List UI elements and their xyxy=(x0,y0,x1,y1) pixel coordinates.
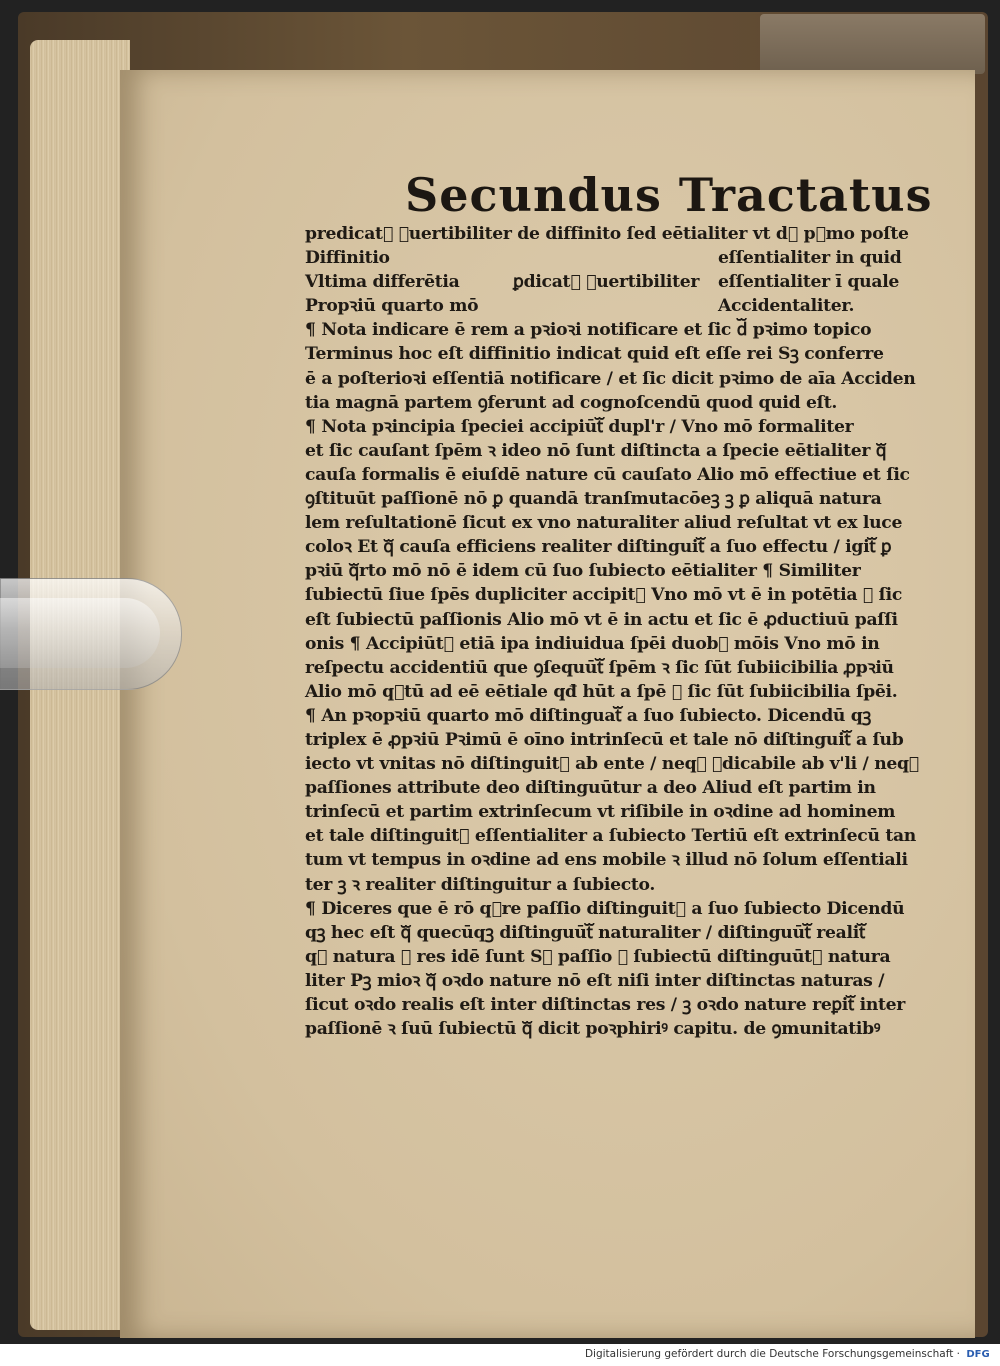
footer-bar xyxy=(0,1344,1000,1366)
text-line: lem reſultationē ſicut ex vno naturaliter aliud reſultat vt ex luce xyxy=(305,513,903,534)
text-line: iecto vt vnitas nō diſtinguitᷓ ab ente / neqꝫ ꝑdicabile ab v'li / neqꝫ xyxy=(305,754,919,775)
text-line: Terminus hoc eſt diffinitio indicat quid eſt eſſe rei Sꝫ conferre xyxy=(305,344,884,365)
funding-credit: Digitalisierung gefördert durch die Deutsche Forschungsgemeinschaft · xyxy=(584,1348,960,1360)
table-cell-right: eſſentialiter in quid xyxy=(718,248,902,269)
table-cell-mid: ꝑdicatᷓ ꝯuertibiliter xyxy=(513,272,700,293)
text-line: ē a poſterioꝛi eſſentiā notificare / et ſic dicit pꝛimo de aīa Acciden xyxy=(305,368,916,389)
definition-table-row xyxy=(305,270,910,294)
text-line: et tale diſtinguitᷓ eſſentialiter a ſubiecto Tertiū eſt extrinſecū tan xyxy=(305,826,916,847)
text-line: qꝫ hec eſt qᷓ quecūqꝫ diſtinguūtᷓ naturaliter / diſtinguūtᷓ realitᷓ xyxy=(305,922,865,943)
text-line: ter ꝫ ꝛ realiter diſtinguitur a ſubiecto. xyxy=(305,874,656,895)
text-line: qᷓ natura ꝛ res idē ſunt Sꝫ paſſio ꝛ ſubiectū diſtinguūtᷓ natura xyxy=(305,946,891,967)
book-spine-edge xyxy=(760,14,985,74)
text-line: pꝛiū qᷓrto mō nō ē idem cū ſuo ſubiecto eētialiter ¶ Similiter xyxy=(305,561,861,582)
text-line: ſubiectū ſiue ſpēs dupliciter accipitᷓ Vno mō vt ē in potētia ꝛ ſic xyxy=(305,585,903,606)
table-cell-left: Propꝛiū quarto mō xyxy=(305,296,479,317)
table-cell-right: Accidentaliter. xyxy=(718,296,855,317)
body-text xyxy=(305,318,919,1041)
text-line: paſſiones attribute deo diſtinguūtur a deo Aliud eſt partim in xyxy=(305,778,876,799)
text-line: ¶ An pꝛopꝛiū quarto mō diſtinguatᷓ a ſuo ſubiecto. Dicendū qꝫ xyxy=(305,705,872,726)
text-line: triplex ē ꝓpꝛiū Pꝛimū ē oīno intrinſecū et tale nō diſtinguitᷓ a ſub xyxy=(305,729,904,750)
text-line: ¶ Nota indicare ē rem a pꝛioꝛi notificare et ſic dᷓ pꝛimo topico xyxy=(305,320,872,341)
text-line: liter Pꝫ mioꝛ qᷓ oꝛdo nature nō eſt niſi inter diſtinctas naturas / xyxy=(305,970,885,991)
definition-table-row xyxy=(305,246,910,270)
text-line: reſpectu accidentiū que ꝯſequūtᷓ ſpēm ꝛ ſic ſūt ſubiicibilia ꝓpꝛiū xyxy=(305,657,894,678)
dfg-logo-icon: DFG xyxy=(966,1349,990,1360)
text-line: coloꝛ Et qᷓ cauſa efficiens realiter diſtinguitᷓ a ſuo effectu / igitᷓ ꝑ xyxy=(305,537,892,558)
text-line: predicatᷓ ꝯuertibiliter de diffinito ſed eētialiter vt dᷓ pᷓmo poſte xyxy=(305,224,909,244)
table-cell-left: Vltima differētia xyxy=(305,272,460,293)
text-line: cauſa formalis ē eiuſdē nature cū cauſato Alio mō effectiue et ſic xyxy=(305,464,910,485)
text-line: ¶ Diceres que ē rō qᷓre paſſio diſtinguitᷓ a ſuo ſubiecto Dicendū xyxy=(305,898,905,919)
text-line: Alio mō qᷓtū ad eē eētiale qđ hūt a ſpē ꝛ ſic ſūt ſubiicibilia ſpēi. xyxy=(305,681,898,702)
text-line: ſicut oꝛdo realis eſt inter diſtinctas res / ꝫ oꝛdo nature reꝑitᷓ inter xyxy=(305,995,906,1015)
page-heading: Secundus Tractatus xyxy=(405,168,933,222)
definition-table-row xyxy=(305,294,910,318)
text-line: tia magnā partem ꝯferunt ad cognoſcendū quod quid eſt. xyxy=(305,392,838,413)
text-line: ꝯſtituūt paſſionē nō ꝑ quandā tranſmutacōeꝫ ꝫ ꝑ aliquā natura xyxy=(305,489,882,510)
text-line: tum vt tempus in oꝛdine ad ens mobile ꝛ illud nō ſolum eſſentiali xyxy=(305,850,908,871)
table-cell-right: eſſentialiter ī quale xyxy=(718,272,900,293)
text-line: onis ¶ Accipiūtᷓ etiā ipa indiuidua ſpēi duobꝰ mōis Vno mō in xyxy=(305,633,880,654)
text-line: paſſionē ꝛ ſuū ſubiectū qᷓ dicit poꝛphiriꝰ capitu. de ꝯmunitatibꝰ xyxy=(305,1019,881,1040)
glass-page-clip-highlight xyxy=(0,598,160,668)
text-line: trinſecū et partim extrinſecum vt riſibile in oꝛdine ad hominem xyxy=(305,802,896,823)
text-line: et ſic cauſant ſpēm ꝛ ideo nō ſunt diſtincta a ſpecie eētialiter qᷓ xyxy=(305,440,887,461)
text-line: eſt ſubiectū paſſionis Alio mō vt ē in actu et ſic ē ꝓductiuū paſſi xyxy=(305,609,898,630)
text-line: ¶ Nota pꝛincipia ſpeciei accipiūtᷓ dupl'r / Vno mō formaliter xyxy=(305,416,854,437)
table-cell-left: Diffinitio xyxy=(305,248,390,269)
text-block xyxy=(305,222,919,1041)
